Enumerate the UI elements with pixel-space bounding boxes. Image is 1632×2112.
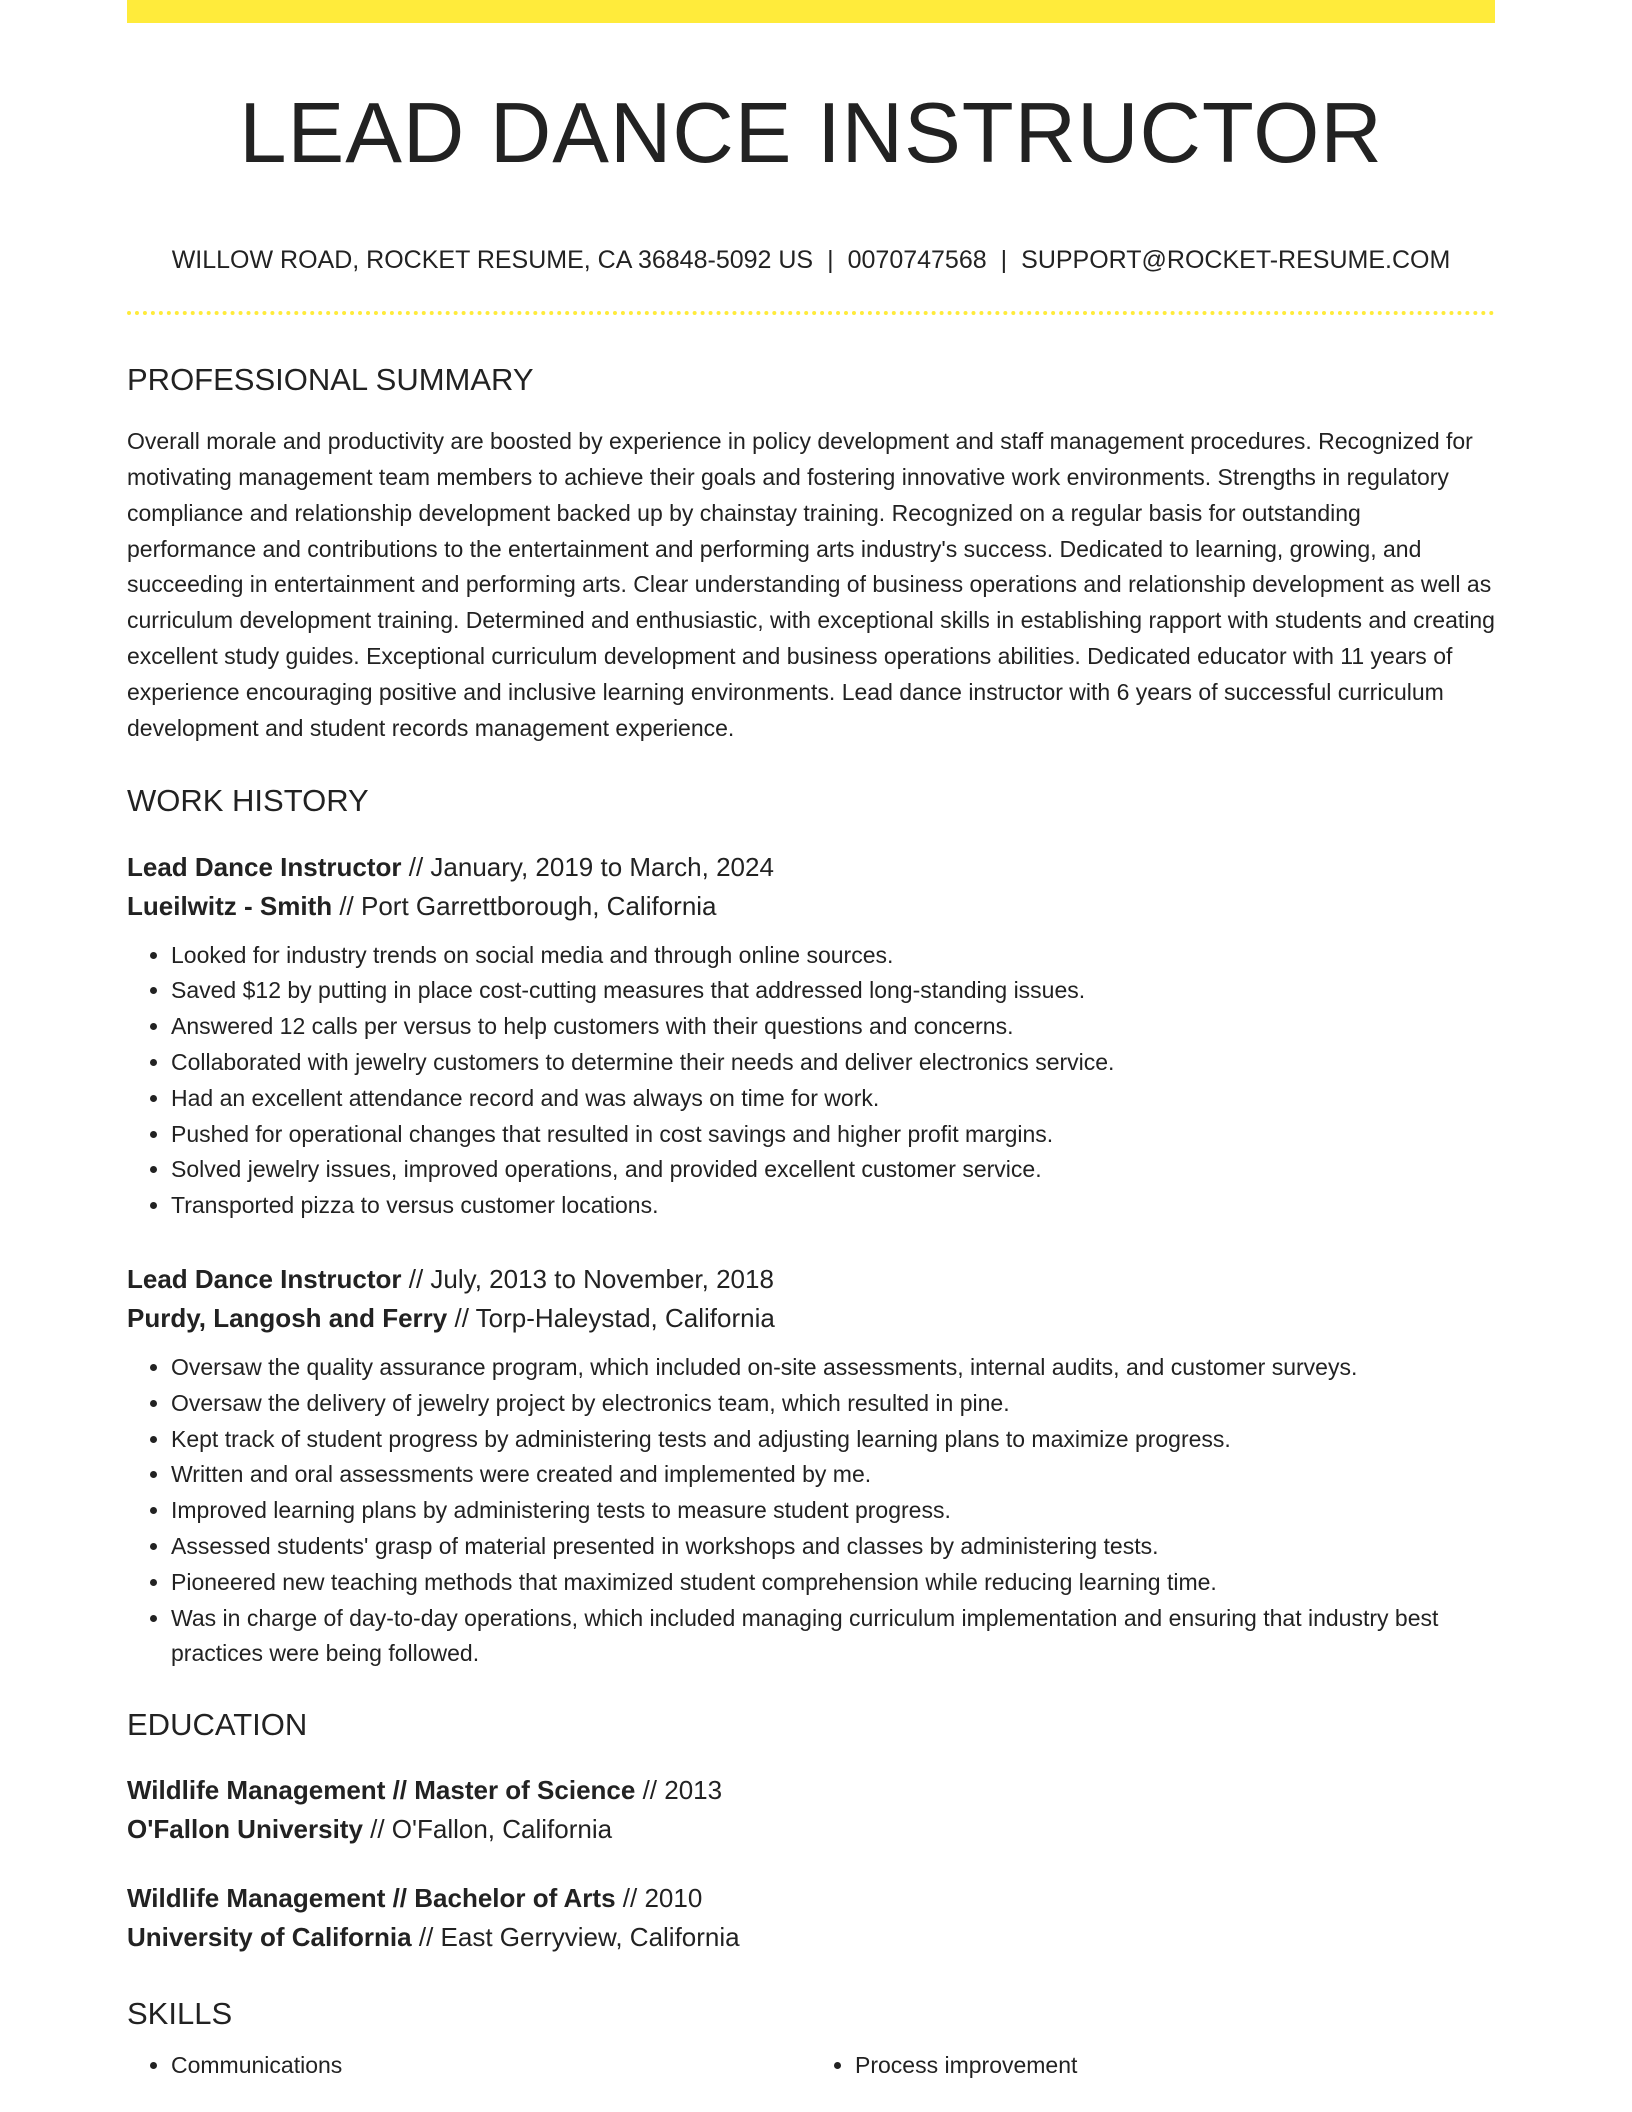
school: University of California	[127, 1922, 412, 1953]
skills-left-column	[127, 2048, 811, 2084]
school-line	[127, 1810, 1495, 1849]
work-history-section	[127, 782, 1495, 1672]
job-bullet: • Oversaw the quality assurance program, which included on-site assessments, internal audits, and customer surveys.	[171, 1350, 1495, 1386]
job-bullet: • Transported pizza to versus customer locations.	[171, 1188, 1495, 1224]
job-bullet: • Pioneered new teaching methods that maximized student comprehension while reducing learning time.	[171, 1565, 1495, 1601]
job-bullet: • Assessed students' grasp of material presented in workshops and classes by administering tests.	[171, 1529, 1495, 1565]
degree: Wildlife Management // Master of Science	[127, 1775, 636, 1806]
job-entry	[127, 1260, 1495, 1672]
job-location: // Port Garrettborough, California	[332, 890, 717, 921]
education-entry	[127, 1879, 1495, 1957]
job-company: Purdy, Langosh and Ferry	[127, 1302, 448, 1333]
contact-phone[interactable]: 0070747568	[847, 246, 987, 274]
skill-item: • Process improvement	[855, 2048, 1495, 2084]
job-title: Lead Dance Instructor	[127, 1263, 402, 1294]
job-bullet: • Saved $12 by putting in place cost-cutting measures that addressed long-standing issues.	[171, 973, 1495, 1009]
job-bullet: • Solved jewelry issues, improved operations, and provided excellent customer service.	[171, 1152, 1495, 1188]
job-title: Lead Dance Instructor	[127, 851, 402, 882]
summary-section	[127, 361, 1495, 746]
job-company-line	[127, 1299, 1495, 1338]
skills-right-column	[811, 2048, 1495, 2084]
job-bullet: • Oversaw the delivery of jewelry project by electronics team, which resulted in pine.	[171, 1386, 1495, 1422]
accent-top-bar	[127, 0, 1495, 23]
job-bullet: • Was in charge of day-to-day operations, which included managing curriculum implementation and ensuring that industry best practices were being followed.	[171, 1601, 1495, 1673]
resume-title: LEAD DANCE INSTRUCTOR	[239, 86, 1383, 181]
degree: Wildlife Management // Bachelor of Arts	[127, 1883, 616, 1914]
graduation-year: // 2013	[635, 1775, 723, 1806]
job-bullet: • Answered 12 calls per versus to help customers with their questions and concerns.	[171, 1009, 1495, 1045]
job-dates: // January, 2019 to March, 2024	[401, 851, 774, 882]
summary-heading: PROFESSIONAL SUMMARY	[127, 362, 534, 397]
degree-line	[127, 1771, 1495, 1810]
contact-line	[127, 245, 1495, 275]
job-bullet: • Kept track of student progress by administering tests and adjusting learning plans to maximize progress.	[171, 1422, 1495, 1458]
education-section	[127, 1706, 1495, 1957]
education-heading: EDUCATION	[127, 1707, 308, 1743]
job-company: Lueilwitz - Smith	[127, 890, 333, 921]
contact-address: WILLOW ROAD, ROCKET RESUME, CA 36848-5092 US	[171, 246, 814, 274]
resume-page	[127, 0, 1495, 2084]
job-bullet: • Had an excellent attendance record and was always on time for work.	[171, 1081, 1495, 1117]
job-bullet: • Written and oral assessments were created and implemented by me.	[171, 1457, 1495, 1493]
dotted-divider	[127, 311, 1495, 315]
school-location: // O'Fallon, California	[362, 1814, 613, 1845]
degree-line	[127, 1879, 1495, 1918]
work-history-heading: WORK HISTORY	[127, 783, 369, 819]
job-bullet: • Pushed for operational changes that resulted in cost savings and higher profit margins.	[171, 1117, 1495, 1153]
job-bullet: • Improved learning plans by administering tests to measure student progress.	[171, 1493, 1495, 1529]
job-company-line	[127, 887, 1495, 926]
job-bullets	[127, 1350, 1495, 1672]
graduation-year: // 2010	[615, 1883, 703, 1914]
skills-columns	[127, 2048, 1495, 2084]
job-bullets	[127, 938, 1495, 1224]
contact-separator: |	[1000, 246, 1008, 274]
job-location: // Torp-Haleystad, California	[447, 1302, 775, 1333]
job-entry	[127, 848, 1495, 1224]
skills-section	[127, 1995, 1495, 2084]
skills-heading: SKILLS	[127, 1996, 233, 2032]
skill-item: • Communications	[171, 2048, 811, 2084]
job-bullet: • Looked for industry trends on social media and through online sources.	[171, 938, 1495, 974]
job-title-line	[127, 1260, 1495, 1299]
contact-separator: |	[827, 246, 834, 274]
contact-email[interactable]: SUPPORT@ROCKET-RESUME.COM	[1021, 246, 1451, 274]
job-title-line	[127, 848, 1495, 887]
job-bullet: • Collaborated with jewelry customers to determine their needs and deliver electronics service.	[171, 1045, 1495, 1081]
school-line	[127, 1918, 1495, 1957]
education-entry	[127, 1771, 1495, 1849]
job-dates: // July, 2013 to November, 2018	[401, 1263, 774, 1294]
school-location: // East Gerryview, California	[411, 1922, 740, 1953]
summary-text: Overall morale and productivity are boosted by experience in policy development and staff management procedures. Recognized for motivating management team members to achieve their goals and fostering innovative work environments. Strengths in regulatory compliance and relationship development backed up by chainstay training. Recognized on a regular basis for outstanding performance and contributions to the entertainment and performing arts industry's success. Dedicated to learning, growing, and succeeding in entertainment and performing arts. Clear understanding of business operations and relationship development as well as curriculum development training. Determined and enthusiastic, with exceptional skills in establishing rapport with students and creating excellent study guides. Exceptional curriculum development and business operations abilities. Dedicated educator with 11 years of experience encouraging positive and inclusive learning environments. Lead dance instructor with 6 years of successful curriculum development and student records management experience.	[127, 428, 1495, 741]
school: O'Fallon University	[127, 1814, 363, 1845]
